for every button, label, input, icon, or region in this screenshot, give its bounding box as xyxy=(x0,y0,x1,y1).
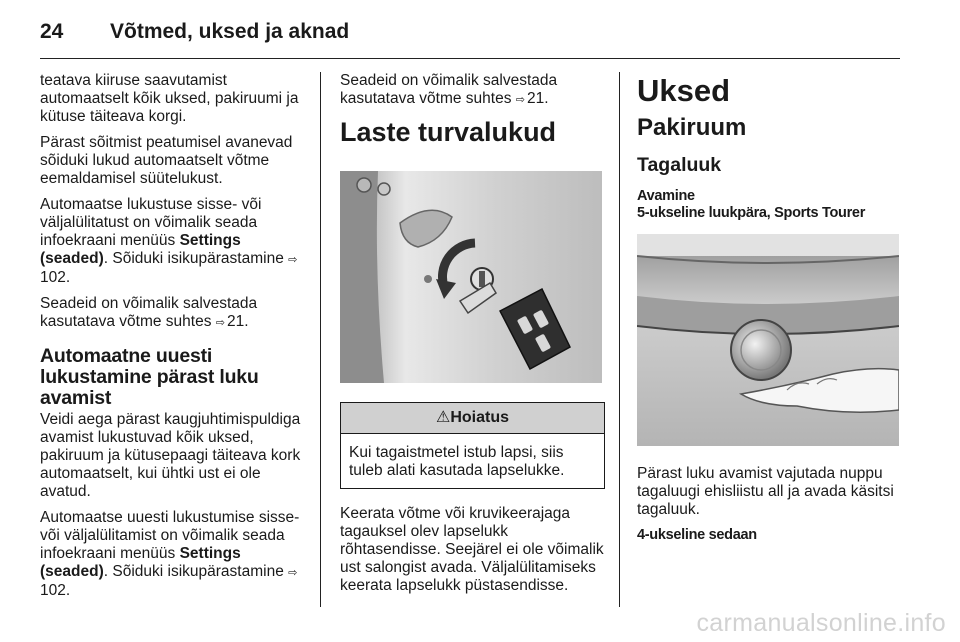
section-heading: Automaatne uuesti lukustamine pärast luku avamist xyxy=(40,345,259,409)
page-ref-link[interactable]: 102. xyxy=(40,269,71,286)
section-heading: Pakiruum xyxy=(637,114,747,141)
watermark: carmanualsonline.info xyxy=(696,609,946,637)
ref-arrow-icon: ⇨ xyxy=(515,94,525,106)
page-ref-link[interactable]: 102. xyxy=(40,582,71,599)
column-2 xyxy=(340,72,605,603)
tailgate-figure xyxy=(637,234,899,446)
paragraph: teatava kiiruse saavutamist automaatselt kõik uksed, pakiruumi ja kütuse täiteava korgi. xyxy=(40,72,299,125)
chapter-section-title: Uksed xyxy=(637,73,731,108)
page-header xyxy=(40,12,920,52)
text: . Sõiduki isikupärastamine xyxy=(103,250,289,267)
chapter-title: Võtmed, uksed ja aknad xyxy=(110,20,350,43)
section-heading: Laste turvalukud xyxy=(340,117,557,147)
paragraph xyxy=(340,72,605,109)
column-divider-1 xyxy=(320,72,321,607)
warning-title: Hoiatus xyxy=(450,409,509,426)
warning-box xyxy=(340,402,605,489)
paragraph: Veidi aega pärast kaugjuhtimispuldiga avamist lukustuvad kõik uksed, pakiruum ja kütusepaagi täiteava kork automaatselt, kui ühtki ust ei ole avatud. xyxy=(40,411,301,500)
ref-arrow-icon: ⇨ xyxy=(215,317,225,329)
text: Automaatse lukustuse sisse- või väljalülitatust on võimalik seada infoekraani menüüs xyxy=(40,196,262,249)
warning-icon: ⚠ xyxy=(435,409,451,426)
column-3 xyxy=(637,72,902,544)
header-rule xyxy=(40,58,900,59)
column-divider-2 xyxy=(619,72,620,607)
sub-heading: 5-ukseline luukpära, Sports Tourer xyxy=(637,205,866,221)
paragraph xyxy=(40,509,310,600)
sub-heading: Avamine xyxy=(637,188,695,204)
warning-header xyxy=(341,403,604,434)
paragraph xyxy=(40,196,310,287)
menu-name: Settings (seaded) xyxy=(40,232,241,267)
page-ref-link[interactable]: 21. xyxy=(526,90,549,107)
menu-name: Settings (seaded) xyxy=(40,545,241,580)
text: Seadeid on võimalik salvestada kasutatava võtme suhtes xyxy=(40,295,258,330)
warning-text: Kui tagaistmetel istub lapsi, siis tuleb alati kasutada lapselukke. xyxy=(349,444,565,479)
ref-arrow-icon: ⇨ xyxy=(288,254,298,266)
ref-arrow-icon: ⇨ xyxy=(288,567,298,579)
column-1 xyxy=(40,72,310,608)
paragraph xyxy=(40,295,310,332)
paragraph: Pärast luku avamist vajutada nuppu tagaluugi ehisliistu all ja avada käsitsi tagaluuk. xyxy=(637,465,894,518)
child-lock-figure xyxy=(340,171,602,383)
page-ref-link[interactable]: 21. xyxy=(226,313,249,330)
text: . Sõiduki isikupärastamine xyxy=(103,563,289,580)
subsection-heading: Tagaluuk xyxy=(637,154,722,176)
sub-heading: 4-ukseline sedaan xyxy=(637,527,757,543)
paragraph: Pärast sõitmist peatumisel avanevad sõiduki lukud automaatselt võtme eemaldamisel süütelukust. xyxy=(40,134,293,187)
page-number: 24 xyxy=(40,20,64,43)
text: Automaatse uuesti lukustumise sisse- või väljalülitamist on võimalik seada infoekraani menüüs xyxy=(40,509,300,562)
text: Seadeid on võimalik salvestada kasutatava võtme suhtes xyxy=(340,72,558,107)
paragraph: Keerata võtme või kruvikeerajaga tagauksel olev lapselukk rõhtasendisse. Seejärel ei ole võimalik ust salongist avada. Väljalülitamiseks keerata lapselukk püstasendisse. xyxy=(340,505,604,594)
